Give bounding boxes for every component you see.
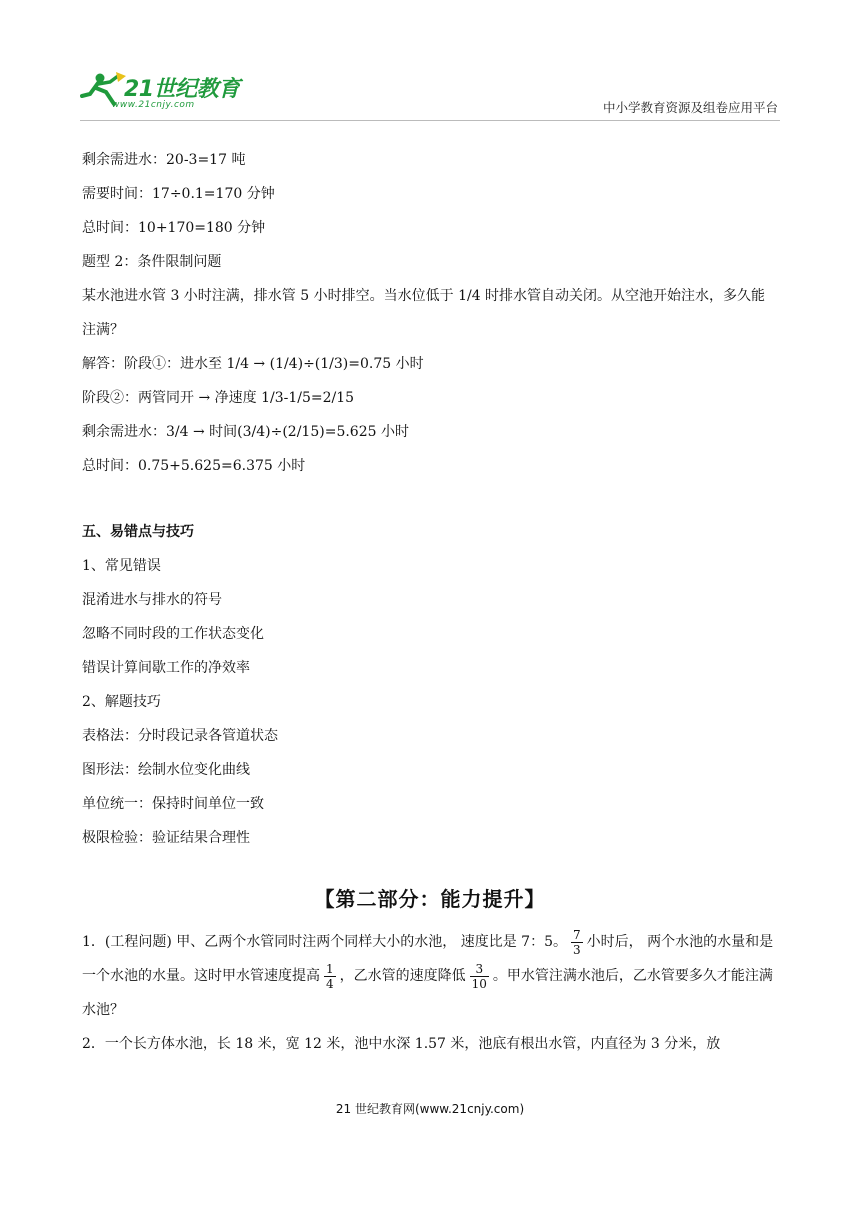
header-divider bbox=[80, 120, 780, 121]
platform-name: 中小学教育资源及组卷应用平台 bbox=[602, 100, 778, 115]
list-item: 错误计算间歇工作的净效率 bbox=[82, 660, 250, 676]
logo-url: www.21cnjy.com bbox=[112, 100, 195, 110]
part-title: 【第二部分：能力提升】 bbox=[314, 887, 546, 911]
question-text: ，乙水管的速度降低 bbox=[339, 968, 466, 984]
site-logo[interactable] bbox=[78, 70, 248, 116]
fraction bbox=[324, 962, 336, 991]
fraction-denominator: 3 bbox=[573, 942, 581, 957]
list-item: 忽略不同时段的工作状态变化 bbox=[82, 626, 264, 642]
question-text: 小时后， 两个水池的水量和是一个水池的水量。这时甲水管速度提高 bbox=[82, 934, 774, 984]
question-text: 。甲水管注满水池后，乙水管要多久才能注满水池？ bbox=[82, 968, 773, 1018]
question-type-heading: 题型 2：条件限制问题 bbox=[82, 254, 222, 270]
problem-statement: 某水池进水管 3 小时注满，排水管 5 小时排空。当水位低于 1/4 时排水管自动关闭。从空池开始注水，多久能注满？ bbox=[82, 288, 766, 338]
list-item: 图形法：绘制水位变化曲线 bbox=[82, 762, 250, 778]
fraction-denominator: 10 bbox=[471, 976, 487, 991]
subsection-heading: 2、解题技巧 bbox=[82, 694, 161, 710]
fraction bbox=[470, 962, 489, 991]
question-2: 2．一个长方体水池，长 18 米，宽 12 米，池中水深 1.57 米，池底有根出水管，内直径为 3 分米，放 bbox=[82, 1036, 721, 1052]
question-text: 1．(工程问题) 甲、乙两个水管同时注两个同样大小的水池， 速度比是 7：5。 bbox=[82, 934, 567, 950]
fraction-numerator: 1 bbox=[326, 961, 334, 976]
text-line: 总时间：10+170=180 分钟 bbox=[82, 220, 266, 236]
list-item: 表格法：分时段记录各管道状态 bbox=[82, 728, 278, 744]
document-content bbox=[82, 143, 778, 1061]
text-line: 需要时间：17÷0.1=170 分钟 bbox=[82, 186, 275, 202]
fraction-numerator: 3 bbox=[470, 962, 489, 977]
subsection-heading: 1、常见错误 bbox=[82, 558, 161, 574]
section-heading: 五、易错点与技巧 bbox=[82, 524, 194, 540]
fraction bbox=[571, 928, 583, 957]
page-header bbox=[0, 0, 860, 128]
question-1 bbox=[82, 925, 778, 1027]
solution-step: 解答：阶段①：进水至 1/4 → (1/4)÷(1/3)=0.75 小时 bbox=[82, 356, 424, 372]
solution-step: 阶段②：两管同开 → 净速度 1/3-1/5=2/15 bbox=[82, 390, 355, 406]
fraction-numerator: 7 bbox=[573, 927, 581, 942]
solution-step: 剩余需进水：3/4 → 时间(3/4)÷(2/15)=5.625 小时 bbox=[82, 424, 409, 440]
fraction-denominator: 4 bbox=[326, 976, 334, 991]
text-line: 剩余需进水：20-3=17 吨 bbox=[82, 152, 246, 168]
list-item: 极限检验：验证结果合理性 bbox=[82, 830, 250, 846]
solution-step: 总时间：0.75+5.625=6.375 小时 bbox=[82, 458, 306, 474]
logo-text: 21世纪教育 bbox=[124, 77, 240, 102]
list-item: 单位统一：保持时间单位一致 bbox=[82, 796, 264, 812]
list-item: 混淆进水与排水的符号 bbox=[82, 592, 222, 608]
spacer bbox=[82, 483, 778, 515]
page-footer: 21 世纪教育网(www.21cnjy.com) bbox=[335, 1102, 525, 1116]
